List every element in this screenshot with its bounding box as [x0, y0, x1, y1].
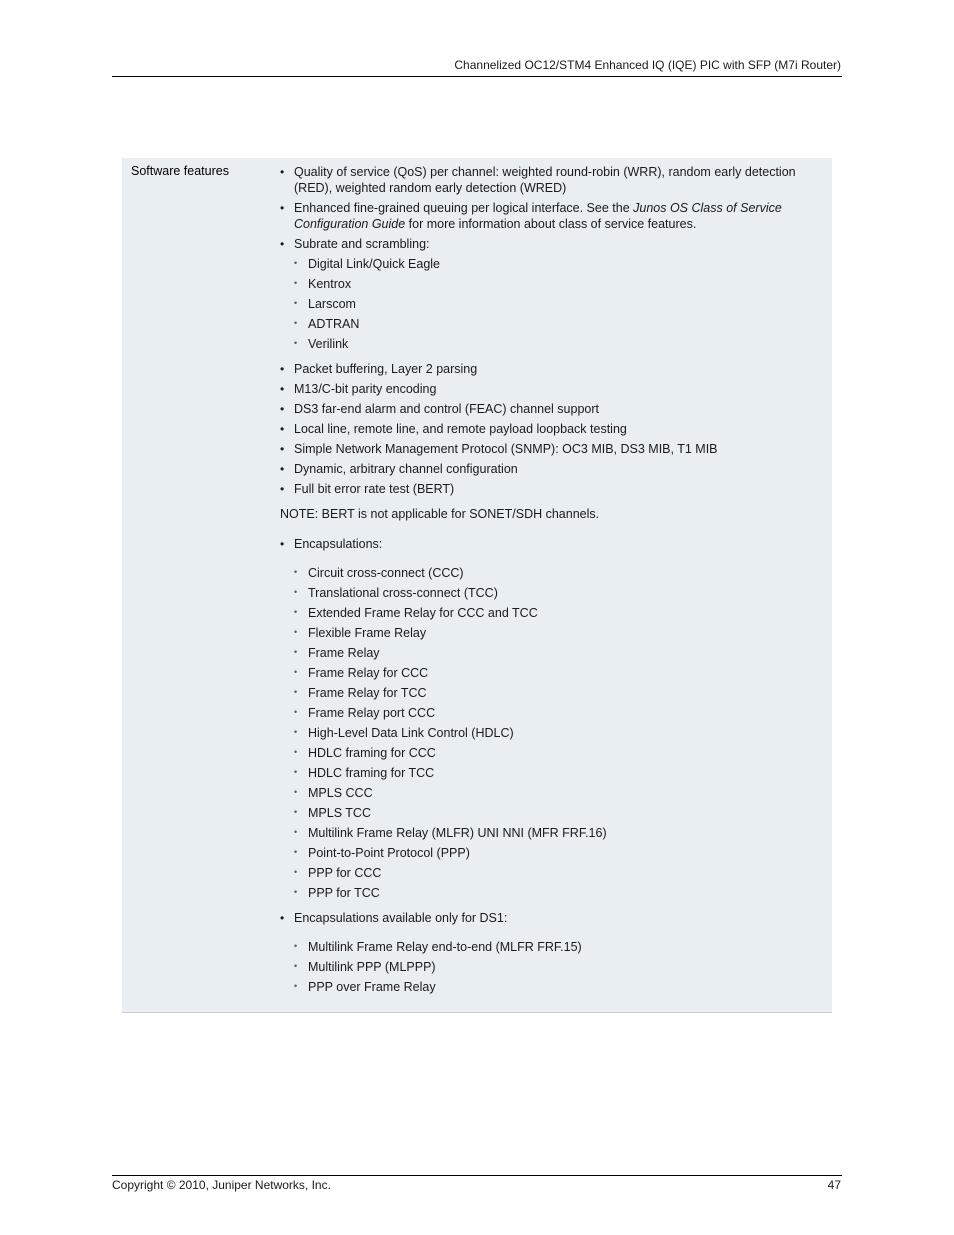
list-item: • Digital Link/Quick Eagle	[294, 257, 441, 271]
list-item: • Frame Relay	[294, 646, 380, 660]
spec-table	[122, 158, 832, 1013]
list-item: • HDLC framing for TCC	[294, 766, 435, 780]
row-content	[280, 164, 820, 999]
subrate-list	[294, 256, 820, 352]
list-item: • PPP for TCC	[294, 886, 380, 900]
list-item: • PPP over Frame Relay	[294, 980, 436, 994]
list-item: • Multilink Frame Relay (MLFR) UNI NNI (MFR FRF.16)	[294, 826, 607, 840]
list-item: • MPLS CCC	[294, 786, 373, 800]
note: NOTE: BERT is not applicable for SONET/SDH channels.	[280, 507, 600, 521]
page-number: 47	[827, 1178, 841, 1192]
list-item: • Simple Network Management Protocol (SNMP): OC3 MIB, DS3 MIB, T1 MIB	[280, 442, 718, 456]
encapsulation-ds1-sublist	[294, 939, 820, 995]
list-item: • Translational cross-connect (TCC)	[294, 586, 498, 600]
row-label: Software features	[131, 164, 229, 178]
list-item: • Point-to-Point Protocol (PPP)	[294, 846, 470, 860]
list-item: • Encapsulations available only for DS1: • Multilink Frame Relay end-to-end (MLFR FRF.15) • Multilink PPP (MLPPP) • PPP over Frame Relay	[280, 910, 820, 995]
list-item: • Verilink	[294, 337, 349, 351]
list-item: • Kentrox	[294, 277, 352, 291]
list-item: • Encapsulations: • Circuit cross-connect (CCC) • Translational cross-connect (TCC) • Extended Frame Relay for CCC and TCC • Flexible Frame Relay • Frame Relay • Frame Relay for CCC • Frame Relay for TCC • Frame Relay port CCC • High-Level Data Link Control (HDLC) • HDLC framing for CCC • HDLC framing for TCC • MPLS CCC • MPLS TCC • Multilink Frame Relay (MLFR) UNI NNI (MFR FRF.16) • Point-to-Point Protocol (PPP) • PPP for CCC • PPP for TCC	[280, 536, 820, 901]
list-item: • Frame Relay for CCC	[294, 666, 429, 680]
list-item: • Dynamic, arbitrary channel configuration	[280, 462, 518, 476]
list-item: • Multilink PPP (MLPPP)	[294, 960, 436, 974]
list-item: • Local line, remote line, and remote payload loopback testing	[280, 422, 627, 436]
feature-list	[280, 164, 820, 497]
list-item: • Subrate and scrambling: • Digital Link/Quick Eagle • Kentrox • Larscom • ADTRAN • Verilink	[280, 236, 820, 352]
list-item: • MPLS TCC	[294, 806, 371, 820]
list-item: • Quality of service (QoS) per channel: weighted round-robin (WRR), random early detection (RED), weighted random early detection (WRED)	[280, 165, 796, 195]
list-item: • Full bit error rate test (BERT)	[280, 482, 455, 496]
encapsulation-list	[280, 536, 820, 995]
header-rule	[112, 76, 842, 77]
list-item: • Enhanced fine-grained queuing per logical interface. See the Junos OS Class of Service Configuration Guide for more information about class of service features.	[280, 201, 782, 231]
footer-rule	[112, 1175, 842, 1176]
list-item: • DS3 far-end alarm and control (FEAC) channel support	[280, 402, 600, 416]
list-item: • Circuit cross-connect (CCC)	[294, 566, 464, 580]
encapsulation-sublist	[294, 565, 820, 901]
list-item: • Frame Relay port CCC	[294, 706, 436, 720]
list-item: • PPP for CCC	[294, 866, 382, 880]
list-item: • Multilink Frame Relay end-to-end (MLFR FRF.15)	[294, 940, 582, 954]
list-item: • HDLC framing for CCC	[294, 746, 436, 760]
footer-copyright: Copyright © 2010, Juniper Networks, Inc.	[112, 1178, 331, 1192]
list-item: • Frame Relay for TCC	[294, 686, 427, 700]
list-item: • Larscom	[294, 297, 356, 311]
list-item: • Extended Frame Relay for CCC and TCC	[294, 606, 538, 620]
list-item: • ADTRAN	[294, 317, 360, 331]
list-item: • M13/C-bit parity encoding	[280, 382, 437, 396]
guide-reference: Junos OS Class of Service Configuration Guide	[294, 201, 782, 231]
list-item: • High-Level Data Link Control (HDLC)	[294, 726, 514, 740]
page-header-title: Channelized OC12/STM4 Enhanced IQ (IQE) PIC with SFP (M7i Router)	[454, 58, 841, 72]
list-item: • Packet buffering, Layer 2 parsing	[280, 362, 478, 376]
list-item: • Flexible Frame Relay	[294, 626, 427, 640]
